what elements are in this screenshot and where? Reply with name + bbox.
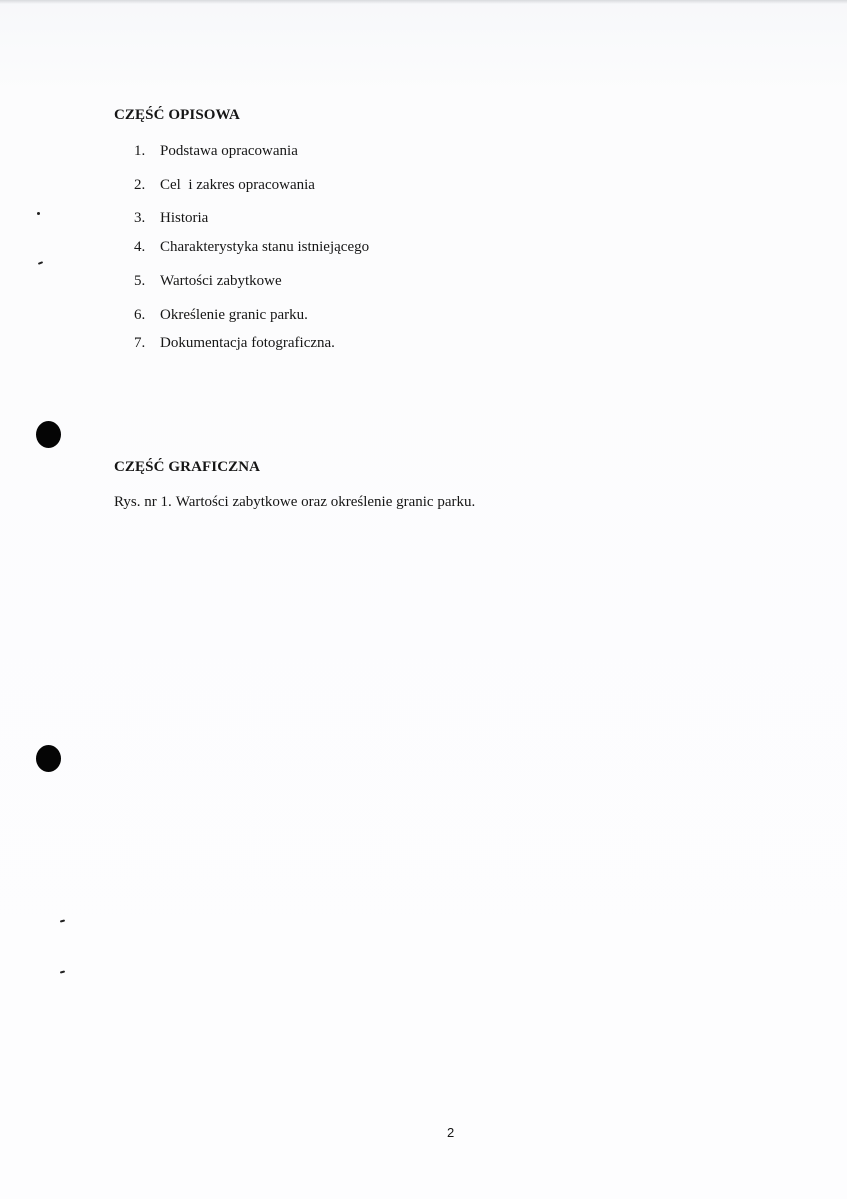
list-item-label: Określenie granic parku. — [160, 307, 308, 323]
list-item-label: Cel i zakres opracowania — [160, 177, 315, 193]
list-item-label: Charakterystyka stanu istniejącego — [160, 239, 370, 255]
scan-speck — [60, 919, 65, 922]
drawing-entry — [114, 494, 475, 511]
page-number: 2 — [447, 1125, 455, 1140]
graphic-part-heading: CZĘŚĆ GRAFICZNA — [114, 459, 261, 475]
list-item-label: Dokumentacja fotograficzna. — [160, 335, 335, 351]
list-item-number: 1. — [134, 143, 146, 159]
scan-speck — [37, 212, 40, 215]
list-item-number: 4. — [134, 239, 146, 255]
list-item-number: 3. — [134, 210, 146, 226]
list-item-label: Historia — [160, 210, 209, 226]
list-item-label: Wartości zabytkowe — [160, 273, 282, 289]
drawing-reference: Rys. nr 1. — [114, 494, 172, 510]
list-item-number: 6. — [134, 307, 146, 323]
list-item-label: Podstawa opracowania — [160, 143, 298, 159]
scan-speck — [38, 261, 43, 265]
punch-hole-mark — [36, 745, 61, 772]
punch-hole-mark — [36, 421, 61, 448]
drawing-title: Wartości zabytkowe oraz określenie granic parku. — [175, 494, 476, 510]
list-item-number: 2. — [134, 177, 146, 193]
scan-top-edge — [0, 0, 847, 4]
list-item-number: 7. — [134, 335, 146, 351]
descriptive-part-heading: CZĘŚĆ OPISOWA — [114, 107, 240, 123]
list-item-number: 5. — [134, 273, 146, 289]
scan-speck — [60, 970, 65, 973]
